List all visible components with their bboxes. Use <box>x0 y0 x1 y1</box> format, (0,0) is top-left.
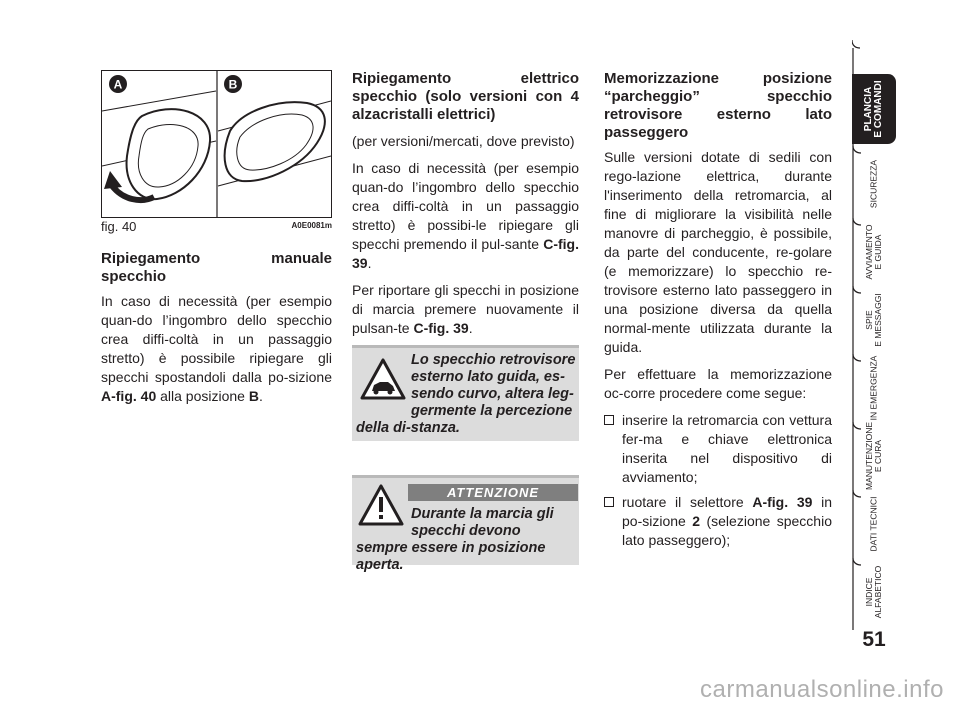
warning-box <box>352 475 579 573</box>
column-electric-folding <box>352 70 579 346</box>
paragraph-electric-1: In caso di necessità (per esempio quan-do l’ingombro dello specchio crea diffi-coltà in un passaggio stretto) è possibi-le ripiegare gli specchi premendo il pul-sante C-fig. 39. <box>352 160 579 271</box>
column-manual-folding <box>101 250 332 414</box>
label-b: B <box>228 77 238 92</box>
note-mirror-curvature <box>352 345 579 441</box>
heading-manual-folding: Ripiegamento manuale specchio <box>101 250 332 285</box>
list-item: ruotare il selettore A-fig. 39 in po-sizione 2 (selezione specchio lato passeggero); <box>604 493 832 550</box>
checkbox-bullet-icon <box>604 415 614 425</box>
heading-electric-folding: Ripiegamento elettrico specchio (solo versioni con 4 alzacristalli elettrici) <box>352 70 579 123</box>
tab-avviamento-e-guida[interactable]: AVVIAMENTO E GUIDA <box>864 224 883 280</box>
label-a: A <box>113 77 123 92</box>
tab-dati-tecnici[interactable]: DATI TECNICI <box>868 496 879 552</box>
tab-plancia-e-comandi[interactable]: PLANCIA E COMANDI <box>852 74 896 144</box>
tab-manutenzione-e-cura[interactable]: MANUTENZIONE E CURA <box>864 422 883 490</box>
column-parking-memory <box>604 70 832 556</box>
mirror-illustration <box>102 71 331 217</box>
checkbox-bullet-icon <box>604 497 614 507</box>
section-tabs <box>852 40 896 670</box>
watermark: carmanualsonline.info <box>700 676 944 703</box>
figure-number: fig. 40 <box>101 219 137 234</box>
page-number: 51 <box>862 628 886 651</box>
steps-list <box>604 411 832 550</box>
figure-code: A0E0081m <box>291 221 332 230</box>
paragraph-parking-2: Per effettuare la memorizzazione oc-corre procedere come segue: <box>604 366 832 401</box>
tab-spie-e-messaggi[interactable]: SPIE E MESSAGGI <box>864 293 883 347</box>
warning-title: ATTENZIONE <box>408 484 578 501</box>
figure-caption <box>101 219 332 235</box>
tab-indice-alfabetico[interactable]: INDICE ALFABETICO <box>864 565 883 619</box>
paragraph-manual-folding: In caso di necessità (per esempio quan-do l’ingombro dello specchio crea diffi-coltà in un passaggio stretto) è possibile ripiegare gli specchi spostandoli dalla po-sizione A-fig. 40 alla posizione B. <box>101 293 332 404</box>
tab-sicurezza[interactable]: SICUREZZA <box>868 159 879 209</box>
heading-parking-memory: Memorizzazione posizione “parcheggio” specchio retrovisore esterno lato passeggero <box>604 70 832 141</box>
note-text: Lo specchio retrovisore esterno lato guida, es-sendo curvo, altera leg-germente la percezione della di-stanza. <box>356 352 576 436</box>
figure-mirror-folding <box>101 70 332 218</box>
paragraph-electric-2: Per riportare gli specchi in posizione di marcia premere nuovamente il pulsan-te C-fig. 39. <box>352 282 579 336</box>
subline-markets: (per versioni/mercati, dove previsto) <box>352 133 575 149</box>
paragraph-parking-1: Sulle versioni dotate di sedili con rego-lazione elettrica, durante l'inserimento della retromarcia, al fine di migliorare la visibilità nelle manovre di parcheggio, è possibile, da parte del conducente, re-golare (e memorizzare) lo specchio re-trovisore esterno lato passeggero in una posizione diversa da quella normal-mente utilizzata durante la guida. <box>604 149 832 355</box>
tab-in-emergenza[interactable]: IN EMERGENZA <box>868 355 879 421</box>
list-item: inserire la retromarcia con vettura fer-ma e chiave elettronica inserita nel dispositivo di avviamento; <box>604 411 832 487</box>
warning-text: Durante la marcia gli specchi devono sempre essere in posizione aperta. <box>356 506 554 573</box>
